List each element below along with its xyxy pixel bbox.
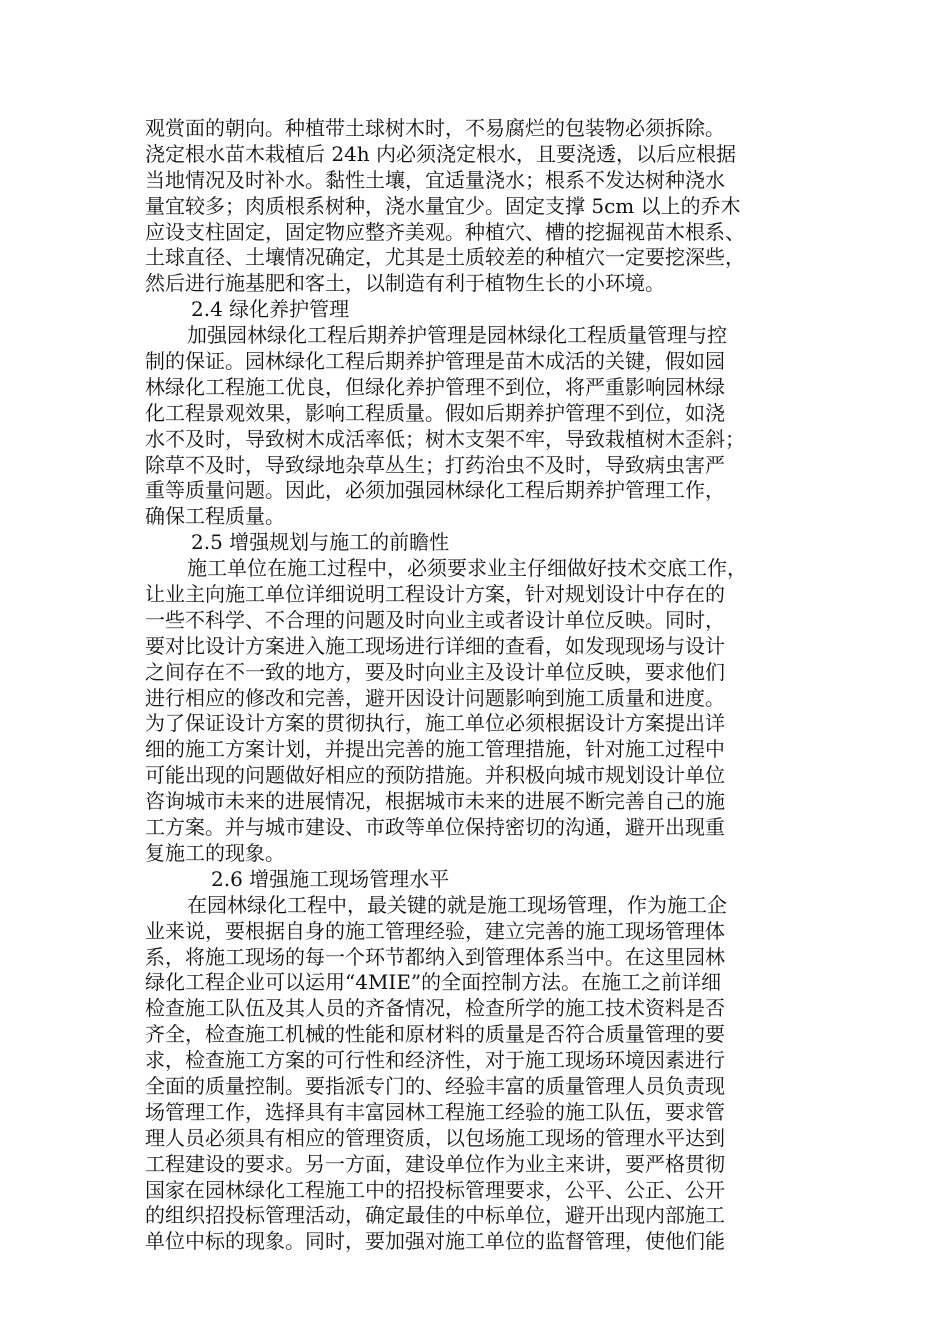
text-line: 业来说，要根据自身的施工管理经验，建立完善的施工现场管理体 (145, 918, 725, 943)
text-line: 全面的质量控制。要指派专门的、经验丰富的质量管理人员负责现 (145, 1073, 725, 1098)
text-line: 工程建设的要求。另一方面，建设单位作为业主来讲，要严格贯彻 (145, 1151, 725, 1176)
text-line: 复施工的现象。 (145, 840, 285, 865)
text-line: 确保工程质量。 (145, 504, 285, 529)
text-line: 浇定根水苗木栽植后 24h 内必须浇定根水，且要浇透，以后应根据 (145, 141, 737, 166)
section-heading-2-6: 2.6 增强施工现场管理水平 (211, 866, 450, 891)
text-line: 细的施工方案计划，并提出完善的施工管理措施，针对施工过程中 (145, 737, 725, 762)
text-line: 化工程景观效果，影响工程质量。假如后期养护管理不到位，如浇 (145, 400, 725, 425)
text-line: 单位中标的现象。同时，要加强对施工单位的监督管理，使他们能 (145, 1229, 725, 1254)
text-line: 量宜较多；肉质根系树种，浇水量宜少。固定支撑 5cm 以上的乔木 (145, 193, 741, 218)
text-line: 可能出现的问题做好相应的预防措施。并积极向城市规划设计单位 (145, 763, 725, 788)
document-body (145, 116, 805, 1255)
text-line: 齐全，检查施工机械的性能和原材料的质量是否符合质量管理的要 (145, 1022, 725, 1047)
text-line: 观赏面的朝向。种植带土球树木时，不易腐烂的包装物必须拆除。 (145, 116, 725, 140)
text-line: 一些不科学、不合理的问题及时向业主或者设计单位反映。同时， (145, 607, 725, 632)
text-line: 重等质量问题。因此，必须加强园林绿化工程后期养护管理工作， (145, 478, 725, 503)
text-line: 当地情况及时补水。黏性土壤，宜适量浇水；根系不发达树种浇水 (145, 167, 725, 192)
text-line: 要对比设计方案进入施工现场进行详细的查看，如发现现场与设计 (145, 633, 725, 658)
text-line: 系，将施工现场的每一个环节都纳入到管理体系当中。在这里园林 (145, 944, 725, 969)
text-line: 为了保证设计方案的贯彻执行，施工单位必须根据设计方案提出详 (145, 711, 725, 736)
text-line: 工方案。并与城市建设、市政等单位保持密切的沟通，避开出现重 (145, 815, 725, 840)
text-line: 然后进行施基肥和客土，以制造有利于植物生长的小环境。 (145, 271, 665, 296)
text-line: 咨询城市未来的进展情况，根据城市未来的进展不断完善自己的施 (145, 789, 725, 814)
text-line: 绿化工程企业可以运用“4MIE”的全面控制方法。在施工之前详细 (145, 970, 722, 995)
paragraph-first-line: 加强园林绿化工程后期养护管理是园林绿化工程质量管理与控 (187, 323, 727, 348)
text-line: 林绿化工程施工优良，但绿化养护管理不到位，将严重影响园林绿 (145, 374, 725, 399)
text-line: 土球直径、土壤情况确定，尤其是土质较差的种植穴一定要挖深些， (145, 245, 745, 270)
text-line: 场管理工作，选择具有丰富园林工程施工经验的施工队伍，要求管 (145, 1099, 725, 1124)
text-line: 水不及时，导致树木成活率低；树木支架不牢，导致栽植树木歪斜； (145, 426, 745, 451)
text-line: 制的保证。园林绿化工程后期养护管理是苗木成活的关键，假如园 (145, 349, 725, 374)
section-heading-2-5: 2.5 增强规划与施工的前瞻性 (191, 530, 450, 555)
text-line: 求，检查施工方案的可行性和经济性，对于施工现场环境因素进行 (145, 1048, 725, 1073)
paragraph-first-line: 施工单位在施工过程中，必须要求业主仔细做好技术交底工作， (187, 556, 747, 581)
text-line: 除草不及时，导致绿地杂草丛生；打药治虫不及时，导致病虫害严 (145, 452, 725, 477)
text-line: 检查施工队伍及其人员的齐备情况，检查所学的施工技术资料是否 (145, 996, 725, 1021)
text-line: 应设支柱固定，固定物应整齐美观。种植穴、槽的挖掘视苗木根系、 (145, 219, 745, 244)
text-line: 之间存在不一致的地方，要及时向业主及设计单位反映，要求他们 (145, 659, 725, 684)
paragraph-first-line: 在园林绿化工程中，最关键的就是施工现场管理，作为施工企 (187, 892, 727, 917)
text-line: 进行相应的修改和完善，避开因设计问题影响到施工质量和进度。 (145, 685, 725, 710)
text-line: 理人员必须具有相应的管理资质，以包场施工现场的管理水平达到 (145, 1125, 725, 1150)
text-line: 的组织招投标管理活动，确定最佳的中标单位，避开出现内部施工 (145, 1203, 725, 1228)
text-line: 国家在园林绿化工程施工中的招投标管理要求，公平、公正、公开 (145, 1177, 725, 1202)
section-heading-2-4: 2.4 绿化养护管理 (191, 297, 350, 322)
text-line: 让业主向施工单位详细说明工程设计方案，针对规划设计中存在的 (145, 582, 725, 607)
